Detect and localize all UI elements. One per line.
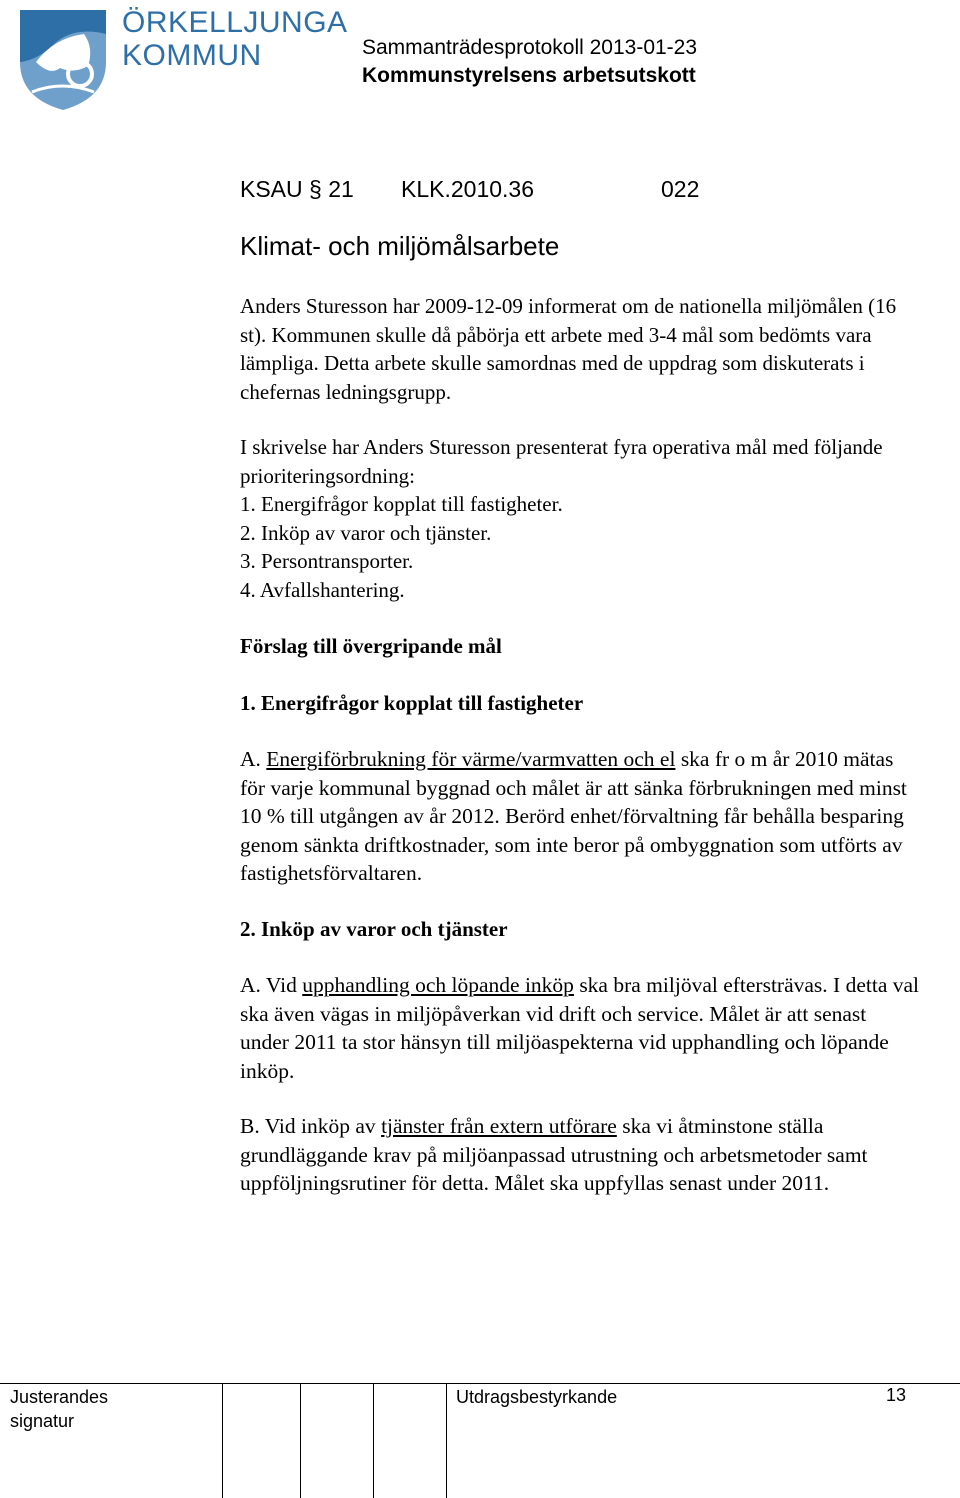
list-item: 4. Avfallshantering.	[240, 577, 405, 602]
intro-paragraph: Anders Sturesson har 2009-12-09 informerat om de nationella miljömålen (16 st). Kommunen skulle då påbörja ett arbete med 3-4 mål som bedömts vara lämpliga. Detta arbete skulle samordnas med de uppdrag som diskuterats i chefernas ledningsgrupp.	[240, 294, 897, 404]
page-title: Klimat- och miljömålsarbete	[240, 231, 560, 261]
logo-line-2: KOMMUN	[122, 39, 262, 72]
municipality-logo-icon	[14, 4, 114, 112]
page-footer	[0, 1383, 960, 1498]
list-item: 3. Persontransporter.	[240, 549, 414, 573]
protocol-title: Sammanträdesprotokoll 2013-01-23	[362, 36, 698, 59]
archive-code: 022	[661, 176, 700, 202]
proposal-heading: Förslag till övergripande mål	[240, 634, 502, 658]
operative-goals-block	[240, 433, 920, 604]
case-number: KLK.2010.36	[401, 176, 535, 202]
section-1-goal-a-prefix: A.	[240, 747, 267, 771]
footer-divider	[222, 1383, 223, 1498]
section-2-goal-b-subject: tjänster från extern utförare	[381, 1114, 617, 1138]
section-2-goal-a-subject: upphandling och löpande inköp	[302, 973, 574, 997]
logo-line-1: ÖRKELLJUNGA	[122, 6, 348, 39]
section-1-heading: 1. Energifrågor kopplat till fastigheter	[240, 691, 584, 715]
list-item: 1. Energifrågor kopplat till fastigheter.	[240, 492, 563, 516]
footer-divider	[300, 1383, 301, 1498]
section-1-goal-a-text: ska fr o m år 2010 mätas för varje kommunal byggnad och målet är att sänka förbrukningen med minst 10 % till utgången av år 2012. Berörd enhet/förvaltning får behålla besparing genom sänkta driftkostnader, som inte beror på ombyggnation som utförts av fastighetsförvaltaren.	[240, 747, 907, 885]
section-2-goal-a-text: ska bra miljöval eftersträvas. I detta val ska även vägas in miljöpåverkan vid drift och service. Målet är att senast under 2011 ta stor hänsyn till miljöaspekterna vid upphandling och löpande inköp.	[240, 973, 919, 1083]
section-2-goal-b-prefix: B. Vid inköp av	[240, 1114, 382, 1138]
footer-divider	[373, 1383, 374, 1498]
section-1-goal-a	[240, 745, 920, 888]
page-number: 13	[886, 1385, 907, 1405]
section-2-goal-a	[240, 971, 920, 1085]
signature-label: Justerandes signatur	[10, 1387, 109, 1431]
operative-goals-lead: I skrivelse har Anders Sturesson presenterat fyra operativa mål med följande prioriteringsordning:	[240, 435, 883, 488]
list-item: 2. Inköp av varor och tjänster.	[240, 520, 492, 545]
ksau-paragraph: KSAU § 21	[240, 176, 354, 202]
document-header	[362, 34, 697, 90]
footer-top-rule	[0, 1383, 960, 1384]
section-2-goal-b	[240, 1112, 920, 1198]
section-1-goal-a-subject: Energiförbrukning för värme/varmvatten och el	[266, 747, 676, 771]
certifying-label: Utdragsbestyrkande	[456, 1387, 618, 1407]
section-2-heading: 2. Inköp av varor och tjänster	[240, 917, 508, 941]
section-2-goal-b-text: ska vi åtminstone ställa grundläggande krav på miljöanpassad utrustning och arbetsmetoder samt uppföljningsrutiner för detta. Målet ska uppfyllas senast under 2011.	[240, 1114, 868, 1195]
municipality-name	[122, 6, 348, 72]
section-2-goal-a-prefix: A. Vid	[240, 973, 303, 997]
committee-name: Kommunstyrelsens arbetsutskott	[362, 64, 696, 87]
footer-divider	[446, 1383, 447, 1498]
